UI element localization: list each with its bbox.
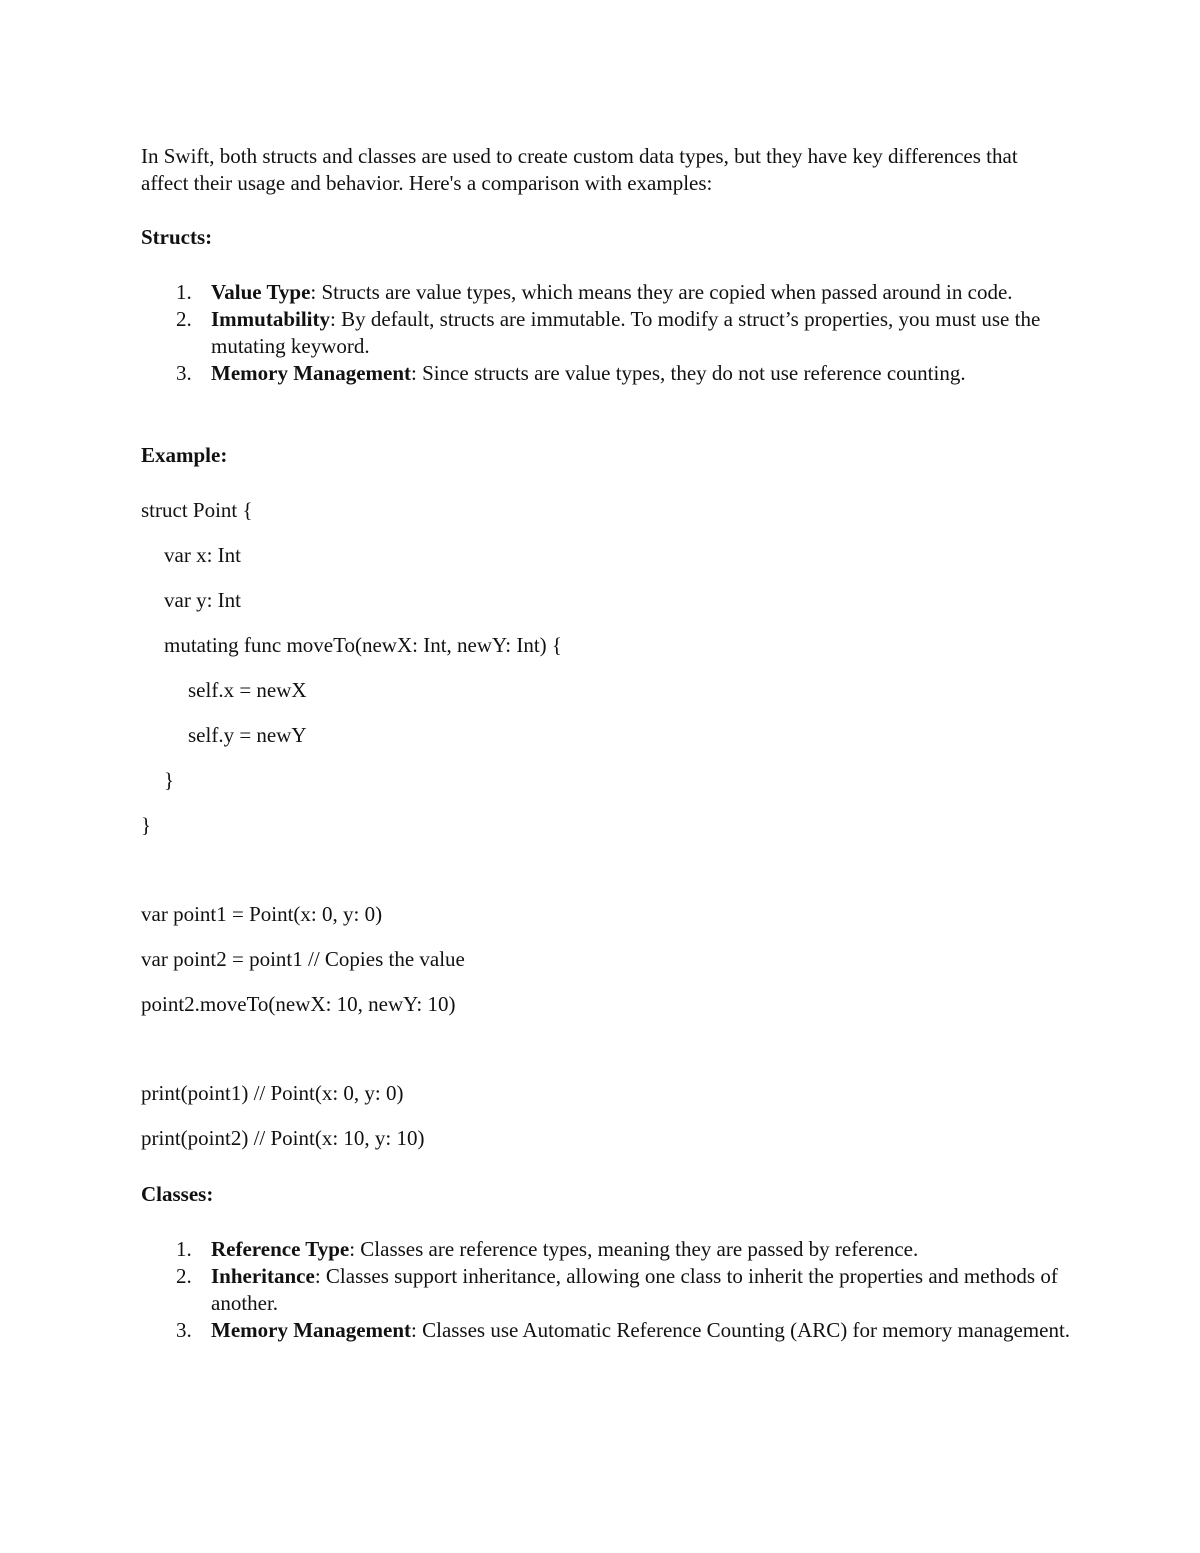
code-line: var y: Int (164, 588, 241, 612)
code-line: var point2 = point1 // Copies the value (141, 947, 465, 971)
list-term: Immutability (211, 307, 331, 331)
list-number: 2. (176, 307, 192, 331)
list-number: 1. (176, 280, 192, 304)
list-number: 2. (176, 1264, 192, 1288)
list-term: Value Type (211, 280, 311, 304)
list-term: Memory Management (211, 361, 412, 385)
code-line: print(point1) // Point(x: 0, y: 0) (141, 1081, 404, 1105)
code-line: } (141, 813, 152, 837)
list-number: 3. (176, 1318, 192, 1342)
list-term: Inheritance (211, 1264, 315, 1288)
structs-list (141, 279, 1071, 387)
list-item (141, 306, 1071, 360)
structs-heading: Structs: (141, 225, 213, 249)
example-heading: Example: (141, 443, 228, 467)
list-number: 1. (176, 1237, 192, 1261)
list-item (141, 279, 1071, 306)
code-line: struct Point { (141, 498, 253, 522)
list-text: : Classes are reference types, meaning they are passed by reference. (349, 1237, 919, 1261)
code-line: self.y = newY (188, 723, 307, 747)
classes-heading: Classes: (141, 1182, 214, 1206)
list-item (141, 1263, 1071, 1317)
list-number: 3. (176, 361, 192, 385)
code-line: var x: Int (164, 543, 241, 567)
list-term: Memory Management (211, 1318, 412, 1342)
code-line: var point1 = Point(x: 0, y: 0) (141, 902, 383, 926)
list-text: : By default, structs are immutable. To modify a struct’s properties, you must use the mutating keyword. (211, 307, 1041, 358)
code-line: } (164, 768, 175, 792)
list-text: : Since structs are value types, they do not use reference counting. (411, 361, 966, 385)
list-item (141, 360, 1071, 387)
list-text: : Classes support inheritance, allowing one class to inherit the properties and methods of another. (211, 1264, 1058, 1315)
code-line: point2.moveTo(newX: 10, newY: 10) (141, 992, 456, 1016)
list-term: Reference Type (211, 1237, 350, 1261)
code-line: mutating func moveTo(newX: Int, newY: Int) { (164, 633, 563, 657)
code-line: self.x = newX (188, 678, 307, 702)
list-item (141, 1236, 1071, 1263)
list-text: : Classes use Automatic Reference Counting (ARC) for memory management. (411, 1318, 1071, 1342)
intro-paragraph: In Swift, both structs and classes are used to create custom data types, but they have key differences that affect their usage and behavior. Here's a comparison with examples: (141, 144, 1018, 195)
code-line: print(point2) // Point(x: 10, y: 10) (141, 1126, 425, 1150)
classes-list (141, 1236, 1071, 1344)
list-text: : Structs are value types, which means they are copied when passed around in code. (310, 280, 1013, 304)
list-item (141, 1317, 1071, 1344)
